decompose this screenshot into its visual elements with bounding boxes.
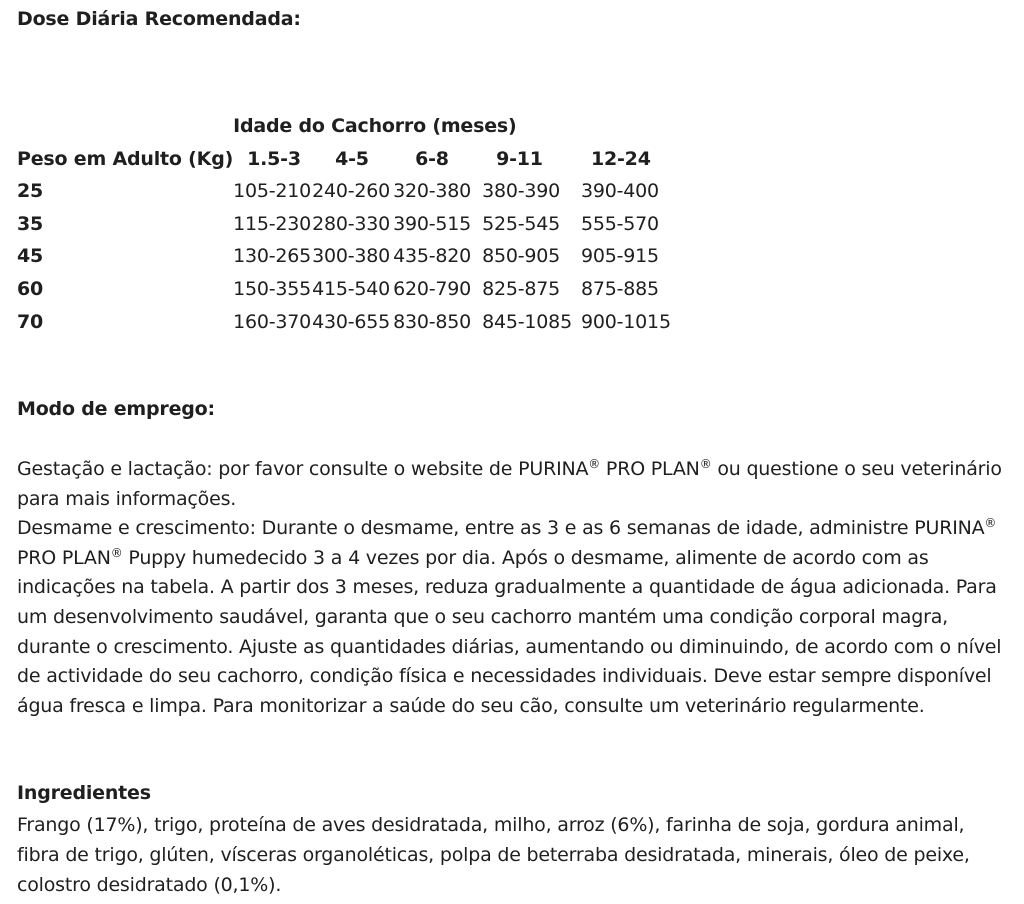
age-group-header: Idade do Cachorro (meses) [233,115,517,137]
table-cell: 555-570 [580,212,659,235]
table-cell: 830-850 [393,310,472,333]
column-header: 12-24 [590,147,651,170]
registered-mark: ® [110,545,123,560]
table-cell: 390-400 [580,180,659,203]
usage-title: Modo de emprego: [17,398,215,420]
registered-mark: ® [984,516,997,531]
table-cell: 850-905 [482,245,561,268]
table-cell: 620-790 [393,277,472,300]
table-cell: 390-515 [393,212,472,235]
table-cell: 875-885 [580,277,659,300]
table-cell: 300-380 [312,245,391,268]
column-header: 1.5-3 [247,147,301,170]
weight-column-header: Peso em Adulto (Kg) [17,147,234,170]
table-cell: 900-1015 [580,310,671,333]
table-cell: 825-875 [482,277,561,300]
ingredients-title: Ingredientes [17,782,151,804]
weight-cell: 25 [17,180,44,203]
table-cell: 320-380 [393,180,472,203]
table-cell: 435-820 [393,245,472,268]
table-cell: 845-1085 [482,310,572,333]
table-row [17,208,672,241]
table-cell: 130-265 [233,245,312,268]
gestation-paragraph: Gestação e lactação: por favor consulte o website de PURINA® PRO PLAN® ou questione o seu veterinário para mais informações. [17,457,1002,510]
column-header: 6-8 [415,147,449,170]
table-row [17,273,672,306]
table-cell: 160-370 [233,310,312,333]
table-row [17,306,672,339]
weight-cell: 70 [17,310,44,333]
registered-mark: ® [699,457,712,471]
table-row [17,240,672,273]
table-cell: 280-330 [312,212,391,235]
table-cell: 380-390 [482,180,561,203]
feeding-table [17,110,672,338]
table-cell: 115-230 [233,212,312,235]
weaning-paragraph: Desmame e crescimento: Durante o desmame, entre as 3 e as 6 semanas de idade, administre PURINA® PRO PLAN® Puppy humedecido 3 a 4 vezes por dia. Após o desmame, alimente de acordo com as indicações na tabela. A partir dos 3 meses, reduza gradualmente a quantidade de água adicionada. Para um desenvolvimento saudável, garanta que o seu cachorro mantém uma condição corporal magra, durante o crescimento. Ajuste as quantidades diárias, aumentando ou diminuindo, de acordo com o nível de actividade do seu cachorro, condição física e necessidades individuais. Deve estar sempre disponível água fresca e limpa. Para monitorizar a saúde do seu cão, consulte um veterinário regularmente. [17,516,1002,717]
table-cell: 430-655 [312,310,391,333]
column-header: 9-11 [496,147,543,170]
table-cell: 150-355 [233,277,312,300]
ingredients-text: Frango (17%), trigo, proteína de aves desidratada, milho, arroz (6%), farinha de soja, gordura animal, fibra de trigo, glúten, vísceras organoléticas, polpa de beterraba desidratada, minerais, óleo de peixe, colostro desidratado (0,1%). [17,814,970,896]
weight-cell: 60 [17,277,44,300]
registered-mark: ® [588,457,601,471]
weight-cell: 45 [17,245,44,268]
table-header-row [17,143,672,176]
table-row [17,175,672,208]
dose-title: Dose Diária Recomendada: [17,8,301,30]
table-cell: 240-260 [312,180,391,203]
table-group-header-row [17,110,672,143]
table-cell: 105-210 [233,180,312,203]
weight-cell: 35 [17,212,44,235]
column-header: 4-5 [335,147,369,170]
table-cell: 525-545 [482,212,561,235]
table-cell: 415-540 [312,277,391,300]
table-cell: 905-915 [580,245,659,268]
usage-body [17,455,1007,721]
